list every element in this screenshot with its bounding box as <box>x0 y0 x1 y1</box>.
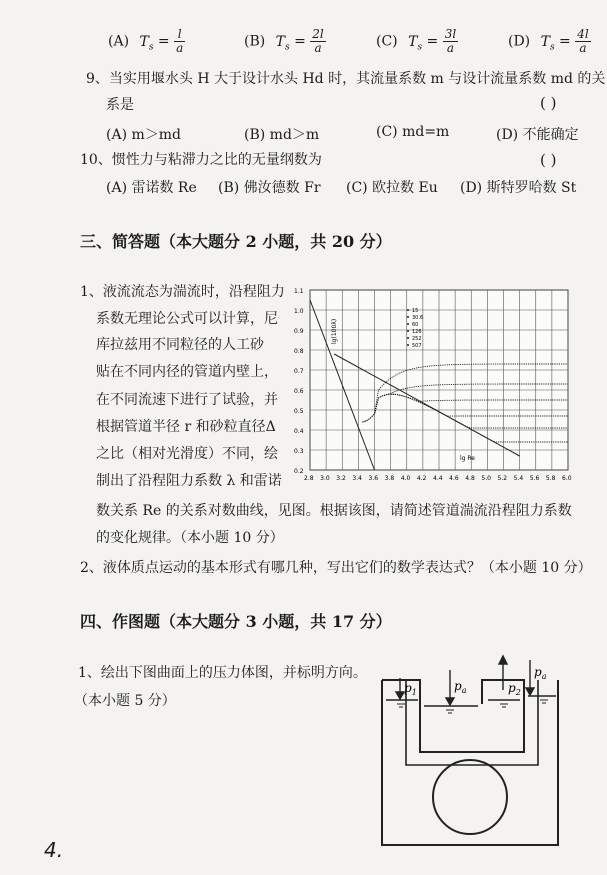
arrow-down-icon <box>446 698 454 705</box>
x-tick-label: 4.4 <box>433 475 443 482</box>
arrow-down-icon <box>396 692 404 699</box>
legend-entry: 252 <box>412 336 422 342</box>
q1-line: 制出了沿程阻力系数 λ 和雷诺 <box>96 473 282 489</box>
label-p1: $p_1$ <box>404 681 417 697</box>
x-tick-label: 5.2 <box>497 475 508 482</box>
q1-line: 之比（相对光滑度）不同，绘 <box>96 446 278 462</box>
legend-marker <box>407 337 409 339</box>
q10-option-c: (C) 欧拉数 Eu <box>346 180 438 196</box>
section4-q1-note: （本小题 5 分） <box>74 693 176 709</box>
q9-option-a: (A) m＞md <box>106 127 181 143</box>
q1-line: 1、液流流态为湍流时，沿程阻力 <box>80 284 285 300</box>
x-tick-label: 3.2 <box>336 475 346 482</box>
q1-line: 在不同流速下进行了试验，并 <box>96 392 278 408</box>
x-tick-label: 5.8 <box>545 475 556 482</box>
section3-title: 三、简答题（本大题分 2 小题，共 20 分） <box>80 232 392 251</box>
q8-option-c: (C) $T_s$ = $\frac{3l}{a}$ <box>376 27 457 55</box>
x-tick-label: 5.6 <box>529 475 540 482</box>
legend-entry: 507 <box>412 343 422 349</box>
y-tick-label: 0.2 <box>294 468 304 475</box>
q9-option-b: (B) md＞m <box>244 127 320 143</box>
x-tick-label: 4.8 <box>465 475 475 482</box>
section4-q1: 1、绘出下图曲面上的压力体图，并标明方向。 <box>78 665 367 681</box>
q1-line: 库拉兹用不同粒径的人工砂 <box>96 337 264 353</box>
chart-y-label: lg(100λ) <box>331 318 338 344</box>
nikuradse-chart <box>292 284 574 486</box>
legend-entry: 60 <box>412 322 419 328</box>
y-tick-label: 1.1 <box>294 288 304 295</box>
q9-option-c: (C) md=m <box>376 124 450 140</box>
pressure-container-diagram <box>370 650 570 850</box>
q8-option-d: (D) $T_s$ = $\frac{4l}{a}$ <box>508 27 589 55</box>
label-p2: $p_2$ <box>508 681 521 697</box>
q1-line: 系数无理论公式可以计算，尼 <box>96 311 278 327</box>
x-tick-label: 3.6 <box>368 475 379 482</box>
y-tick-label: 0.9 <box>294 328 304 335</box>
x-tick-label: 4.2 <box>416 475 427 482</box>
q10-option-a: (A) 雷诺数 Re <box>106 180 197 196</box>
q10-stem: 10、惯性力与粘滞力之比的无量纲数为 <box>80 152 322 168</box>
q8-option-a: (A) $T_s$ = $\frac{l}{a}$ <box>108 27 184 55</box>
y-tick-label: 0.4 <box>294 428 304 435</box>
q1-line: 根据管道半径 r 和砂粒直径Δ <box>96 419 276 435</box>
q8-option-b: (B) $T_s$ = $\frac{2l}{a}$ <box>244 27 324 55</box>
q1-tail-line: 数关系 Re 的关系对数曲线，见图。根据该图，请简述管道湍流沿程阻力系数 <box>96 503 572 519</box>
x-tick-label: 3.8 <box>384 475 395 482</box>
legend-marker <box>407 323 409 325</box>
q9-stem-line1: 9、当实用堰水头 H 大于设计水头 Hd 时，其流量系数 m 与设计流量系数 md 的关 <box>86 71 606 87</box>
x-tick-label: 3.0 <box>320 475 330 482</box>
q10-option-b: (B) 佛汝德数 Fr <box>218 180 321 196</box>
y-tick-label: 1.0 <box>294 308 304 315</box>
y-tick-label: 0.6 <box>294 388 304 395</box>
x-tick-label: 5.4 <box>513 475 524 482</box>
q9-option-d: (D) 不能确定 <box>496 127 579 143</box>
q1-tail-line: 的变化规律。（本小题 10 分） <box>96 530 284 546</box>
q10-option-d: (D) 斯特罗哈数 St <box>460 180 577 196</box>
q1-line: 贴在不同内径的管道内壁上， <box>96 364 278 380</box>
chart-x-label: lg Re <box>460 455 475 462</box>
curved-surface-circle <box>433 760 507 834</box>
y-tick-label: 0.7 <box>294 368 304 375</box>
legend-marker <box>407 344 409 346</box>
q9-answer-blank: ( ) <box>540 94 557 112</box>
chart-y-ticks <box>294 288 304 475</box>
label-pa-left: $p_a$ <box>454 679 467 695</box>
label-pa-right: $p_a$ <box>534 665 547 681</box>
chart-x-ticks <box>304 475 572 482</box>
legend-entry: 30.6 <box>412 315 424 321</box>
legend-marker <box>407 316 409 318</box>
y-tick-label: 0.5 <box>294 408 304 415</box>
arrow-down-icon <box>526 688 534 695</box>
x-tick-label: 3.4 <box>352 475 362 482</box>
x-tick-label: 4.0 <box>400 475 411 482</box>
x-tick-label: 4.6 <box>449 475 459 482</box>
legend-marker <box>407 309 409 311</box>
x-tick-label: 6.0 <box>562 475 572 482</box>
inner-partition <box>420 704 524 752</box>
section4-title: 四、作图题（本大题分 3 小题，共 17 分） <box>80 612 392 631</box>
legend-entry: 15 <box>412 308 419 314</box>
q10-answer-blank: ( ) <box>540 151 557 169</box>
arrow-up-icon <box>499 656 507 664</box>
section3-q2: 2、液体质点运动的基本形式有哪几种，写出它们的数学表达式？（本小题 10 分） <box>80 560 592 576</box>
legend-entry: 126 <box>412 329 422 335</box>
page-number: 4. <box>44 838 64 862</box>
x-tick-label: 2.8 <box>304 475 314 482</box>
y-tick-label: 0.3 <box>294 448 304 455</box>
y-tick-label: 0.8 <box>294 348 304 355</box>
x-tick-label: 5.0 <box>481 475 491 482</box>
q9-stem-line2: 系是 <box>106 97 134 113</box>
legend-marker <box>407 330 409 332</box>
chart-grid <box>310 290 568 470</box>
container-outline <box>382 680 558 845</box>
